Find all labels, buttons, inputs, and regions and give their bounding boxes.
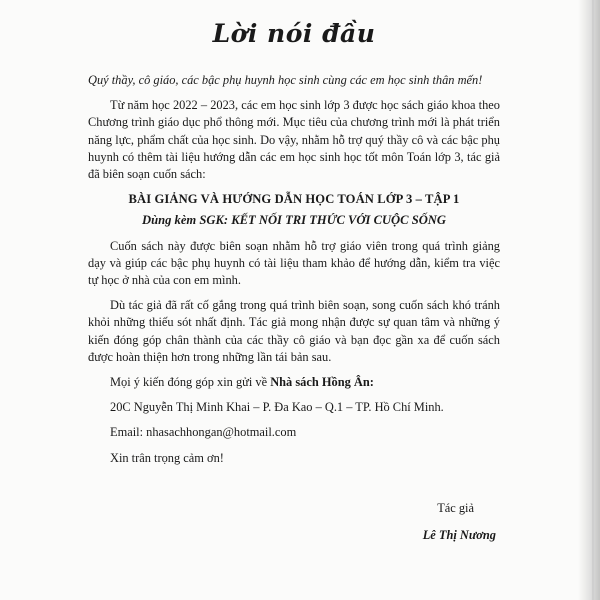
greeting: Quý thầy, cô giáo, các bậc phụ huynh học sinh cùng các em học sinh thân mến! [88, 73, 483, 87]
paragraph-feedback: Dù tác giả đã rất cố gắng trong quá trình biên soạn, song cuốn sách khó tránh khỏi những thiếu sót nhất định. Tác giả mong nhận được sự quan tâm và những ý kiến đóng góp chân thành của các thầy cô giáo và bạn đọc gần xa để cuốn sách được hoàn thiện hơn trong những lần tái bản sau. [88, 298, 500, 364]
email-line: Email: nhasachhongan@hotmail.com [110, 425, 297, 440]
closing-line: Xin trân trọng cảm ơn! [110, 450, 224, 465]
book-title: BÀI GIẢNG VÀ HƯỚNG DẪN HỌC TOÁN LỚP 3 – TẬP 1 [128, 192, 460, 207]
contact-intro: Mọi ý kiến đóng góp xin gửi về [110, 375, 271, 390]
publisher-name: Nhà sách Hồng Ân: [270, 375, 374, 390]
paragraph-purpose: Cuốn sách này được biên soạn nhằm hỗ trợ giáo viên trong quá trình giảng dạy và giúp các bậc phụ huynh có tài liệu tham khảo để hướng dẫn, kiểm tra việc tự học ở nhà của con em mình. [88, 238, 500, 288]
signature-role: Tác giả [437, 501, 474, 515]
page-gutter-shadow [578, 0, 600, 600]
contact-line [88, 374, 500, 391]
page-title: Lời nói đầu [212, 19, 376, 48]
address-line: 20C Nguyễn Thị Minh Khai – P. Đa Kao – Q.1 – TP. Hồ Chí Minh. [110, 400, 444, 415]
paragraph-intro: Từ năm học 2022 – 2023, các em học sinh lớp 3 được học sách giáo khoa theo Chương trình giáo dục phổ thông mới. Mục tiêu của chương trình mới là phát triển năng lực, phẩm chất của học sinh. Do vậy, nhằm hỗ trợ quý thầy cô và các bậc phụ huynh có thêm tài liệu hướng dẫn các em học sinh học tốt môn Toán lớp 3, tác giả đã biên soạn cuốn sách: [88, 98, 500, 182]
book-subtitle: Dùng kèm SGK: KẾT NỐI TRI THỨC VỚI CUỘC SỐNG [141, 213, 446, 228]
page-edge [592, 0, 594, 600]
signature-name: Lê Thị Nương [422, 528, 496, 542]
preface-content [88, 14, 500, 542]
